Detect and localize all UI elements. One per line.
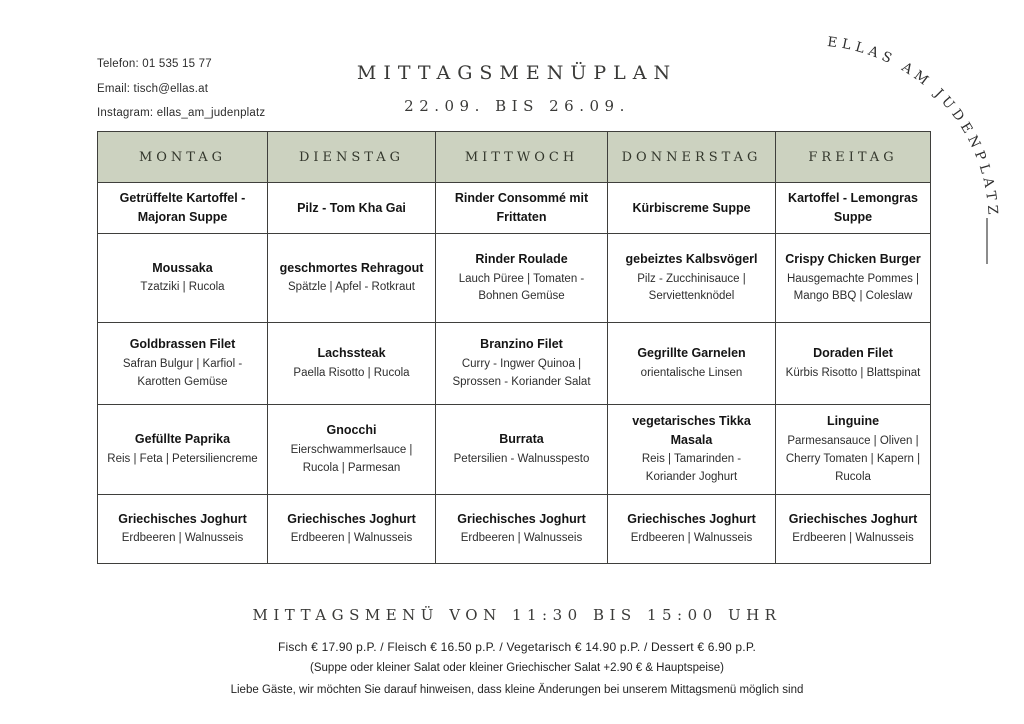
menu-cell [268,183,436,234]
logo-arc-text: ELLAS AM JUDENPLATZ [826,33,1001,220]
dish-sides: Tzatziki | Rucola [140,281,225,294]
dish-sides: Parmesansauce | Oliven | Cherry Tomaten | Kapern | Rucola [785,435,921,483]
dish-name: geschmortes Rehragout [279,260,424,275]
dish-name: gebeiztes Kalbsvögerl [625,251,758,266]
menu-cell [776,405,931,495]
dish-name: Branzino Filet [480,337,563,352]
table-row-meat [98,234,931,323]
menu-cell [268,323,436,405]
menu-cell [608,405,776,495]
dish-name: Doraden Filet [813,346,893,361]
dish-name: Pilz - Tom Kha Gai [297,200,406,215]
dish-name: Griechisches Joghurt [627,511,756,526]
dish-name: Griechisches Joghurt [287,511,416,526]
menu-cell [776,323,931,405]
dish-sides: Petersilien - Walnusspesto [453,452,590,465]
dish-sides: Reis | Tamarinden - Koriander Joghurt [641,453,742,484]
dish-name: Griechisches Joghurt [457,511,586,526]
dish-sides: Kürbis Risotto | Blattspinat [785,366,921,379]
day-header-montag: MONTAG [98,132,268,183]
menu-table [97,131,931,564]
table-row-vegetarian [98,405,931,495]
dish-name: Rinder Roulade [475,251,568,266]
day-header-mittwoch: MITTWOCH [436,132,608,183]
table-row-soup [98,183,931,234]
menu-cell [608,234,776,323]
dish-sides: Lauch Püree | Tomaten - Bohnen Gemüse [458,272,585,303]
dish-sides: Pilz - Zucchinisauce | Serviettenknödel [637,272,746,303]
menu-cell [608,495,776,564]
menu-cell [436,183,608,234]
dish-sides: Reis | Feta | Petersiliencreme [107,452,258,465]
dish-name: Goldbrassen Filet [129,337,236,352]
menu-cell [98,323,268,405]
dish-name: Griechisches Joghurt [118,511,247,526]
menu-cell [98,405,268,495]
menu-cell [436,323,608,405]
dish-name: Gnocchi [326,423,377,438]
day-header-dienstag: DIENSTAG [268,132,436,183]
day-header-donnerstag: DONNERSTAG [608,132,776,183]
table-row-dessert [98,495,931,564]
dish-name: Moussaka [152,260,213,275]
menu-cell [98,183,268,234]
menu-cell [98,234,268,323]
menu-cell [776,495,931,564]
footer-changes-note: Liebe Gäste, wir möchten Sie darauf hinweisen, dass kleine Änderungen bei unserem Mittagsmenü möglich sind [230,684,804,696]
dish-sides: Paella Risotto | Rucola [293,366,410,379]
dish-name: Griechisches Joghurt [788,511,918,526]
dish-sides: Erdbeeren | Walnusseis [630,532,753,545]
dish-name: Getrüffelte Kartoffel - Majoran Suppe [119,191,246,224]
dish-name: vegetarisches Tikka Masala [632,413,751,447]
dish-sides: Erdbeeren | Walnusseis [460,532,583,545]
dish-name: Rinder Consommé mit Frittaten [454,191,589,224]
day-header-freitag: FREITAG [776,132,931,183]
dish-sides: Curry - Ingwer Quinoa | Sprossen - Koriander Salat [452,358,591,388]
dish-sides: Eierschwammerlsauce | Rucola | Parmesan [290,444,413,474]
contact-instagram: Instagram: ellas_am_judenplatz [97,107,266,119]
menu-cell [776,183,931,234]
dish-name: Kartoffel - Lemongras Suppe [788,191,918,224]
table-row-fish [98,323,931,405]
menu-cell [268,495,436,564]
dish-name: Gegrillte Garnelen [637,346,746,361]
menu-cell [776,234,931,323]
dish-name: Linguine [826,414,880,429]
menu-cell [436,234,608,323]
menu-cell [98,495,268,564]
dish-name: Burrata [499,432,544,447]
dish-sides: Erdbeeren | Walnusseis [121,532,244,545]
dish-sides: Safran Bulgur | Karfiol - Karotten Gemüse [122,358,243,388]
dish-name: Kürbiscreme Suppe [632,200,751,215]
dish-sides: Erdbeeren | Walnusseis [290,532,413,545]
menu-date-range: 22.09. BIS 26.09. [404,97,630,115]
menu-cell [268,234,436,323]
dish-name: Gefüllte Paprika [134,432,231,447]
menu-title: MITTAGSMENÜPLAN [356,62,678,84]
dish-sides: orientalische Linsen [640,366,743,379]
dish-sides: Hausgemachte Pommes | Mango BBQ | Coleslaw [786,272,920,303]
dish-sides: Spätzle | Apfel - Rotkraut [288,281,415,294]
dish-name: Lachssteak [317,346,386,361]
menu-cell [268,405,436,495]
table-header-row [98,132,931,183]
menu-cell [608,183,776,234]
menu-cell [608,323,776,405]
title-block [0,62,1024,115]
contact-email: Email: tisch@ellas.at [97,82,209,95]
dish-sides: Erdbeeren | Walnusseis [792,532,914,545]
menu-cell [436,405,608,495]
menu-cell [436,495,608,564]
dish-name: Crispy Chicken Burger [785,251,921,266]
footer-supplement-note: (Suppe oder kleiner Salat oder kleiner Griechischer Salat +2.90 € & Hauptspeise) [310,662,724,674]
footer-prices: Fisch € 17.90 p.P. / Fleisch € 16.50 p.P. / Vegetarisch € 14.90 p.P. / Dessert € 6.90 p.P. [277,640,757,654]
footer-hours: MITTAGSMENÜ VON 11:30 BIS 15:00 UHR [252,606,782,624]
contact-telefon: Telefon: 01 535 15 77 [97,58,212,70]
